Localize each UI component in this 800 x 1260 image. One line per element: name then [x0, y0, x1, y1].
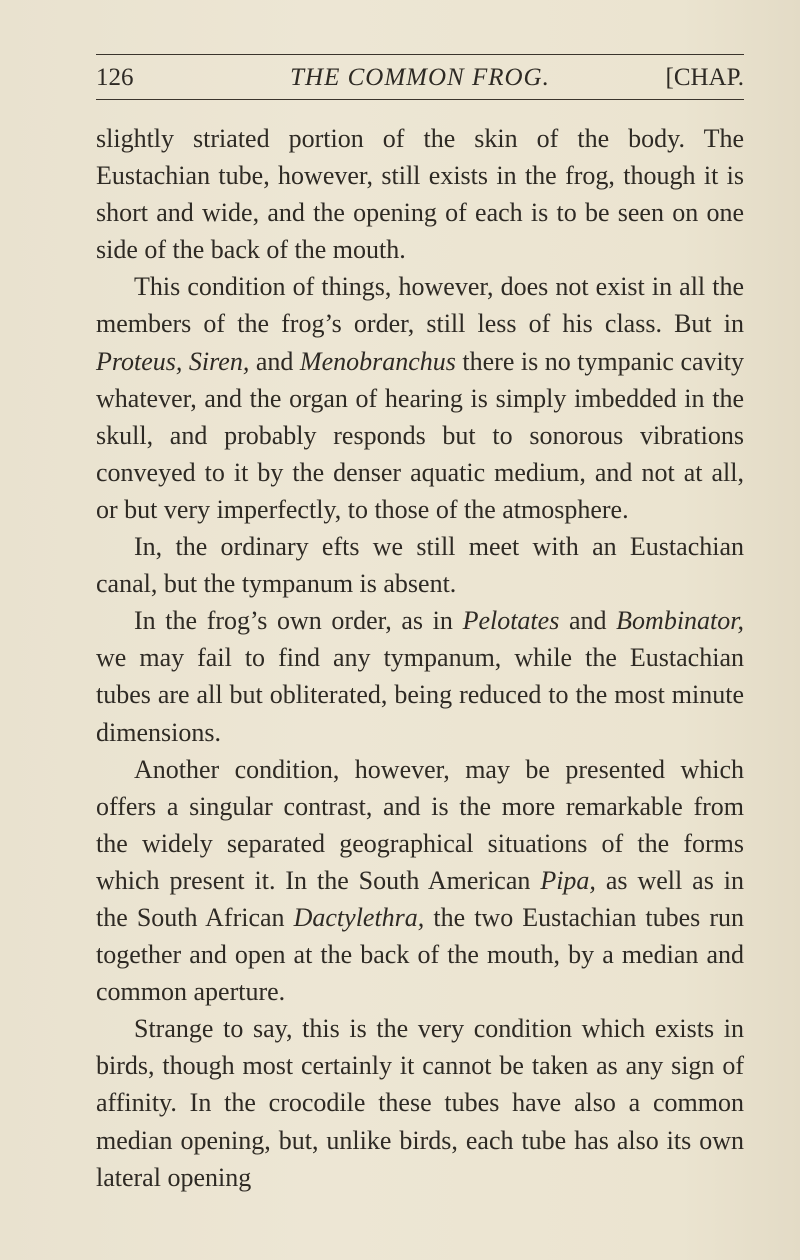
paragraph-text: Strange to say, this is the very condition which exists in birds, though most certainly it cannot be taken as any sign of affinity. In the crocodile these tubes have also a common median opening, but, unlike birds, each tube has also its own lateral opening: [96, 1014, 744, 1192]
running-title: THE COMMON FROG.: [290, 64, 550, 91]
italic-term: Bombinator,: [616, 606, 744, 636]
paragraph-p2: [96, 268, 744, 528]
italic-term: Pelotates: [462, 606, 560, 636]
paragraph-p6: [96, 1010, 744, 1195]
chapter-label: [CHAP.: [665, 64, 744, 91]
header-bottom-rule: [96, 99, 744, 100]
body-text: [96, 120, 744, 1196]
page-number: 126: [96, 64, 134, 91]
paragraph-text: In the frog’s own order, as in: [134, 606, 463, 636]
italic-term: Pipa,: [540, 865, 596, 895]
paragraph-text: the two Eustachian tubes run together and open at the back of the mouth, by a median and common aperture.: [96, 902, 744, 1007]
paragraph-p3: [96, 528, 744, 602]
paragraph-p4: [96, 602, 744, 750]
italic-term: Menobranchus: [299, 346, 456, 376]
paragraph-p5: [96, 751, 744, 1011]
paragraph-text: we may fail to find any tympanum, while the Eustachian tubes are all but obliterated, being reduced to the most minute dimensions.: [96, 643, 744, 747]
italic-term: Dactylethra,: [293, 902, 425, 932]
header-top-rule: [96, 54, 744, 55]
running-header: [96, 62, 744, 94]
paragraph-text: and: [559, 606, 617, 636]
paragraph-text: there is no tympanic cavity whatever, and the organ of hearing is simply imbedded in the skull, and probably responds but to sonorous vibrations conveyed to it by the denser aquatic medium, and not at all, or but very imperfectly, to those of the atmosphere.: [96, 346, 744, 524]
paragraph-p1: [96, 120, 744, 268]
paragraph-text: This condition of things, however, does not exist in all the members of the frog’s order, still less of his class. But in: [96, 272, 744, 339]
paragraph-text: Another condition, however, may be presented which offers a singular contrast, and is the more remarkable from the widely separated geographical situations of the forms which present it. In the South American: [96, 754, 744, 895]
paragraph-text: In, the ordinary efts we still meet with an Eustachian canal, but the tympanum is absent.: [96, 532, 744, 599]
italic-term: Proteus, Siren,: [96, 346, 250, 376]
paragraph-text: slightly striated portion of the skin of the body. The Eustachian tube, however, still exists in the frog, though it is short and wide, and the opening of each is to be seen on one side of the back of the mouth.: [96, 124, 744, 265]
paragraph-text: as well as in the South African: [96, 865, 744, 932]
paragraph-text: and: [249, 346, 300, 376]
